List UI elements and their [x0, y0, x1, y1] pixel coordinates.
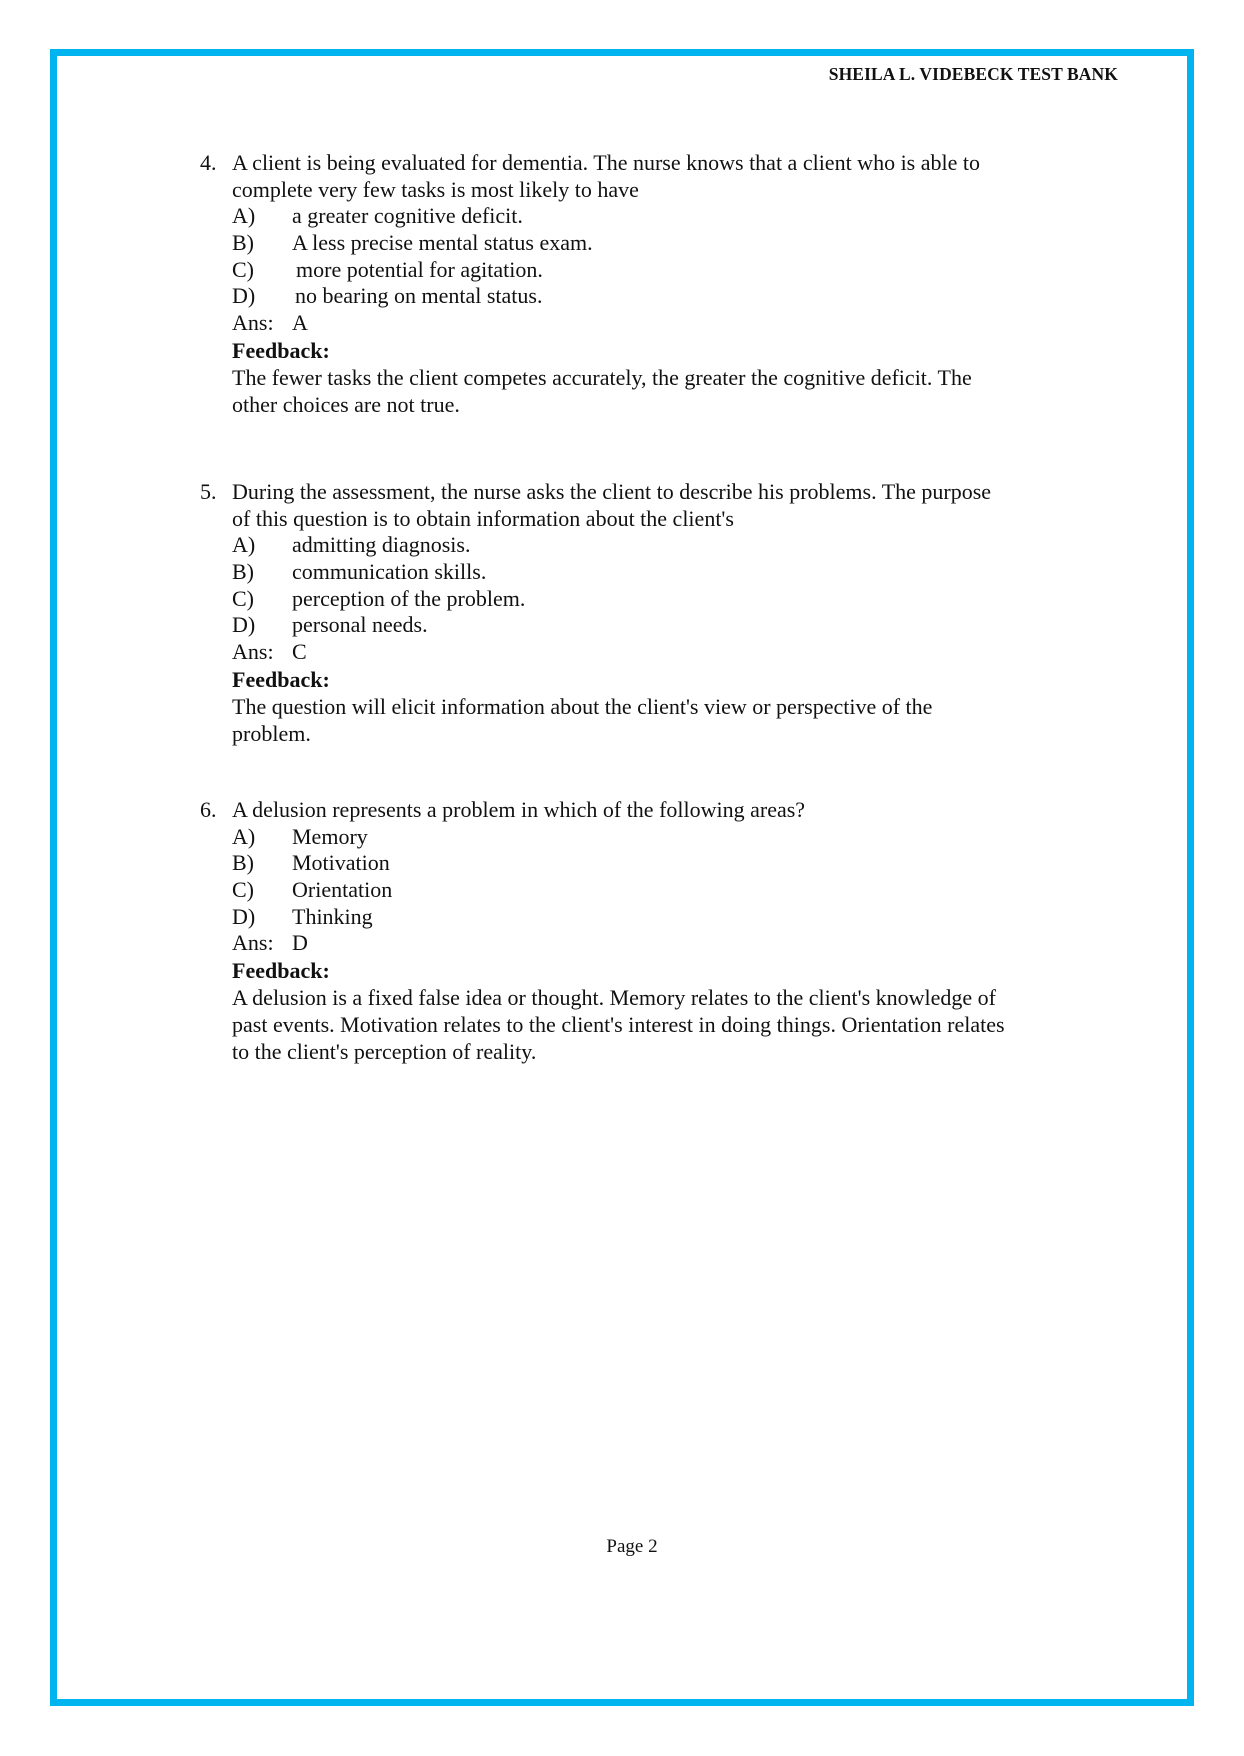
option-text: Memory: [292, 823, 368, 849]
option-b: [232, 850, 1102, 877]
option-text: Motivation: [292, 850, 390, 876]
option-a: [232, 532, 1102, 559]
option-label: B): [232, 559, 254, 585]
option-a: [232, 203, 1102, 230]
feedback-line: The question will elicit information about the client's view or perspective of the: [232, 693, 933, 719]
option-label: C): [232, 256, 254, 282]
option-b: [232, 230, 1102, 257]
feedback-line: other choices are not true.: [232, 391, 460, 417]
option-d: [232, 904, 1102, 931]
option-c: [232, 877, 1102, 904]
option-text: personal needs.: [292, 612, 428, 638]
option-text: communication skills.: [292, 559, 487, 585]
option-label: C): [232, 585, 254, 611]
option-text: Orientation: [292, 877, 393, 903]
question-stem-line: A client is being evaluated for dementia. The nurse knows that a client who is able to: [232, 150, 980, 175]
option-c: [232, 257, 1102, 284]
option-label: D): [232, 903, 256, 929]
answer-label: Ans:: [232, 930, 274, 956]
question-number: 4.: [200, 150, 217, 175]
feedback-line: The fewer tasks the client competes accurately, the greater the cognitive deficit. The: [232, 364, 972, 390]
option-text: a greater cognitive deficit.: [292, 203, 523, 229]
feedback-line: problem.: [232, 720, 311, 746]
answer-line: [232, 930, 1102, 958]
option-label: D): [232, 612, 256, 638]
feedback-title: Feedback:: [232, 338, 330, 364]
answer-line: [232, 310, 1102, 338]
option-d: [232, 612, 1102, 639]
option-label: D): [232, 283, 256, 309]
option-text: A less precise mental status exam.: [292, 230, 593, 256]
option-text: admitting diagnosis.: [292, 532, 471, 558]
answer-label: Ans:: [232, 310, 274, 336]
feedback-title: Feedback:: [232, 958, 330, 984]
feedback-line: to the client's perception of reality.: [232, 1038, 537, 1064]
question-stem-line: A delusion represents a problem in which of the following areas?: [232, 797, 806, 822]
option-label: C): [232, 877, 254, 903]
question-number: 6.: [200, 797, 217, 822]
answer-label: Ans:: [232, 639, 274, 665]
option-c: [232, 586, 1102, 613]
option-label: B): [232, 230, 254, 256]
question-body: [232, 797, 1102, 1065]
option-label: B): [232, 850, 254, 876]
question-stem-line: complete very few tasks is most likely to have: [232, 176, 639, 202]
page-number: Page 2: [606, 1536, 658, 1557]
question-stem-line: During the assessment, the nurse asks the client to describe his problems. The purpose: [232, 479, 992, 504]
answer-value: C: [292, 639, 307, 665]
option-text: more potential for agitation.: [296, 256, 543, 282]
running-header: SHEILA L. VIDEBECK TEST BANK: [828, 64, 1118, 84]
feedback-line: past events. Motivation relates to the client's interest in doing things. Orientation relates: [232, 1011, 1005, 1037]
answer-line: [232, 639, 1102, 667]
question-body: [232, 150, 1102, 418]
option-text: perception of the problem.: [292, 585, 526, 611]
question-body: [232, 479, 1102, 747]
option-text: Thinking: [292, 903, 373, 929]
question-stem-line: of this question is to obtain information about the client's: [232, 505, 734, 531]
option-a: [232, 824, 1102, 851]
answer-value: A: [292, 310, 308, 336]
option-d: [232, 283, 1102, 310]
answer-value: D: [292, 930, 308, 956]
option-text: no bearing on mental status.: [295, 283, 543, 309]
option-b: [232, 559, 1102, 586]
feedback-title: Feedback:: [232, 667, 330, 693]
option-label: A): [232, 203, 256, 229]
question-number: 5.: [200, 479, 217, 504]
option-label: A): [232, 532, 256, 558]
option-label: A): [232, 823, 256, 849]
feedback-line: A delusion is a fixed false idea or thought. Memory relates to the client's knowledge of: [232, 985, 996, 1011]
